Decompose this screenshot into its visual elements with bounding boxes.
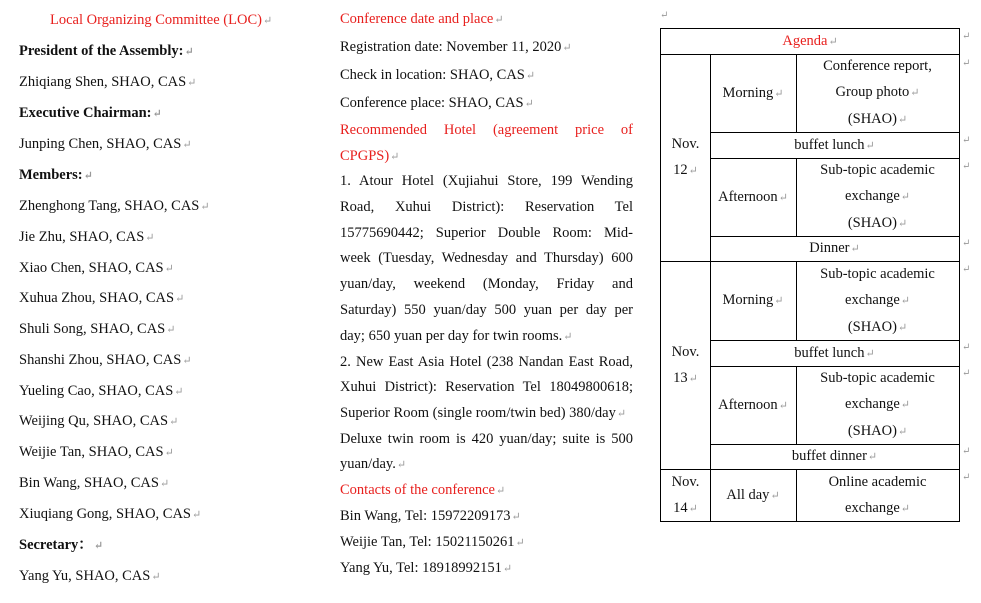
conference-place: Conference place: SHAO, CAS↵ [340,95,534,111]
meal-buffet-lunch: buffet lunch↵ [794,136,875,153]
session-afternoon: Afternoon↵ [718,396,788,413]
date-nov-14: Nov. 14↵ [671,474,700,516]
session-all-day: All day↵ [726,487,780,503]
registration-date: Registration date: November 11, 2020↵ [340,39,572,55]
member-item: Xiao Chen, SHAO, CAS↵ [19,260,174,276]
contacts-heading: Contacts of the conference↵ [340,482,506,498]
hotel2-line: 2. New East Asia Hotel (238 Nandan East Road, [340,354,633,370]
member-item: Zhenghong Tang, SHAO, CAS↵ [19,198,210,214]
session-online: Online academic exchange↵ [828,474,927,516]
hotel1-line: Saturday) 550 yuan/day 500 yuan per day per [340,302,633,318]
session-subtopic: Sub-topic academic exchange↵ (SHAO)↵ [820,370,935,439]
secretary-label: Secretary：↵ [19,537,104,553]
session-report: Conference report, Group photo↵ (SHAO)↵ [823,58,932,127]
session-subtopic: Sub-topic academic exchange↵ (SHAO)↵ [820,265,935,335]
date-nov-12: Nov. 12↵ [671,135,700,178]
contact-item: Yang Yu, Tel: 18918992151↵ [340,560,513,576]
secretary-name: Yang Yu, SHAO, CAS↵ [19,568,161,584]
row-end-mark: ↵ [962,264,971,275]
row-end-mark: ↵ [962,58,971,69]
meal-buffet-dinner: buffet dinner↵ [791,448,878,464]
contact-item: Bin Wang, Tel: 15972209173↵ [340,508,521,524]
chairman-name: Junping Chen, SHAO, CAS↵ [19,136,192,152]
session-afternoon: Afternoon↵ [718,188,788,205]
session-morning: Morning↵ [722,84,784,101]
member-item: Shuli Song, SHAO, CAS↵ [19,321,176,337]
hotel2-line: yuan/day.↵ [340,456,407,472]
row-end-mark: ↵ [962,135,971,146]
member-item: Weijie Tan, SHAO, CAS↵ [19,444,174,460]
hotel1-line: 1. Atour Hotel (Xujiahui Store, 199 Wending [340,173,633,189]
hotel1-line: week (Tuesday, Wednesday and Thursday) 600 [340,250,633,266]
session-subtopic: Sub-topic academic exchange↵ (SHAO)↵ [820,162,935,231]
session-morning: Morning↵ [722,292,784,308]
row-end-mark: ↵ [962,446,971,457]
hotel-heading: Recommended Hotel (agreement price of [340,122,633,138]
hotel1-line: day; 650 yuan per day for twin rooms.↵ [340,328,573,344]
meal-dinner: Dinner↵ [809,240,860,256]
row-end-mark: ↵ [962,238,971,249]
date-heading: Conference date and place↵ [340,11,504,27]
member-item: Yueling Cao, SHAO, CAS↵ [19,383,184,399]
checkin-location: Check in location: SHAO, CAS↵ [340,67,536,83]
loc-title: Local Organizing Committee (LOC)↵ [50,12,273,28]
member-item: Weijing Qu, SHAO, CAS↵ [19,413,179,429]
agenda-table [660,28,960,522]
members-label: Members:↵ [19,167,93,183]
hotel2-line: Xuhui District): Reservation Tel 18049800618; [340,379,633,395]
hotel1-line: Road, Xuhui District): Reservation Tel [340,199,633,215]
date-nov-13: Nov. 13↵ [671,343,700,386]
president-label: President of the Assembly:↵ [19,43,194,59]
row-end-mark: ↵ [962,31,971,42]
row-end-mark: ↵ [962,161,971,172]
hotel1-line: 15775690442; Superior Double Room: Mid- [340,225,633,241]
paragraph-mark: ↵ [660,10,669,21]
row-end-mark: ↵ [962,342,971,353]
meal-buffet-lunch: buffet lunch↵ [794,344,875,361]
member-item: Xuhua Zhou, SHAO, CAS↵ [19,290,185,306]
hotel2-line: Deluxe twin room is 420 yuan/day; suite is 500 [340,431,633,447]
row-end-mark: ↵ [962,368,971,379]
chairman-label: Executive Chairman:↵ [19,105,162,121]
member-item: Xiuqiang Gong, SHAO, CAS↵ [19,506,202,522]
member-item: Jie Zhu, SHAO, CAS↵ [19,229,155,245]
hotel-heading-cont: CPGPS)↵ [340,148,400,164]
row-end-mark: ↵ [962,472,971,483]
president-name: Zhiqiang Shen, SHAO, CAS↵ [19,74,197,90]
member-item: Shanshi Zhou, SHAO, CAS↵ [19,352,192,368]
member-item: Bin Wang, SHAO, CAS↵ [19,475,170,491]
hotel2-line: Superior Room (single room/twin bed) 380/day↵ [340,405,627,421]
agenda-title: Agenda↵ [782,33,838,49]
hotel1-line: yuan/day, weekend (Monday, Friday and [340,276,633,292]
contact-item: Weijie Tan, Tel: 15021150261↵ [340,534,525,550]
